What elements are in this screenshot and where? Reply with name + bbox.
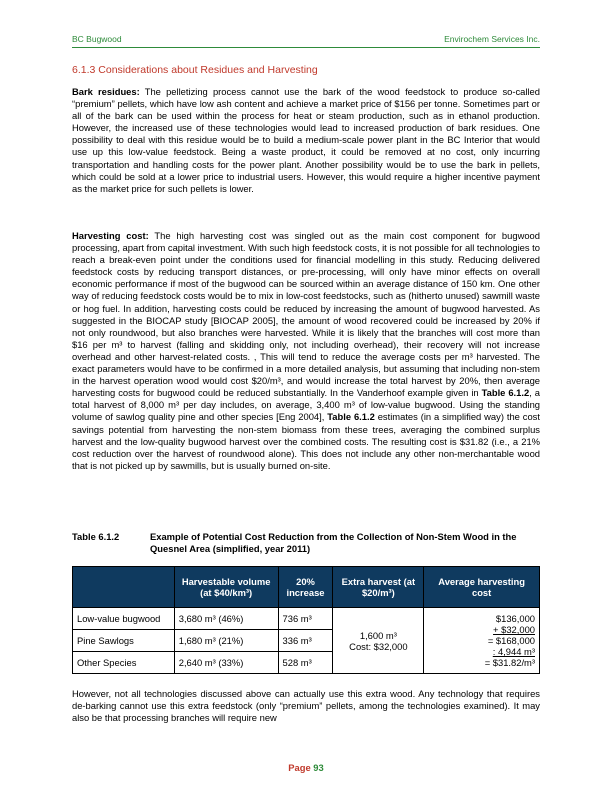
table-cell: Other Species [73,652,175,674]
table-header-cell: Extra harvest (at $20/m³) [333,567,424,608]
table-cell: Low-value bugwood [73,608,175,630]
extra-harvest-volume: 1,600 m³ [359,629,397,641]
page-header [72,33,540,48]
average-cost-line: $136,000 [495,613,535,624]
table-cell: 736 m³ [278,608,333,630]
paragraph-lead: Harvesting cost: [72,230,149,241]
table-row [73,608,540,630]
paragraph-extra-wood: However, not all technologies discussed above can actually use this extra wood. Any technology that requires de-barking cannot use this extra feedstock (only “premium” pellets, among the technologies examined). It may also be that processing branches will require new [72,688,540,724]
table-reference: Table 6.1.2 [481,387,530,399]
page-number: 93 [313,762,324,773]
table-number: Table 6.1.2 [72,531,120,542]
table-cell: 3,680 m³ (46%) [174,608,278,630]
table-title: Example of Potential Cost Reduction from the Collection of Non-Stem Wood in the Quesnel Area (simplified, year 2011) [150,531,517,555]
cost-reduction-table [72,566,540,674]
paragraph-lead: Bark residues: [72,86,140,97]
header-left: BC Bugwood [72,34,122,44]
table-cell: Pine Sawlogs [73,630,175,652]
average-cost-line: : 4,944 m³ [492,646,535,657]
average-cost-line: = $168,000 [487,635,535,646]
paragraph-harvesting-cost [72,230,540,472]
table-header-cell: 20% increase [278,567,333,608]
table-cell: 528 m³ [278,652,333,674]
table-header-cell: Average harvesting cost [424,567,540,608]
table-header-cell [73,567,175,608]
average-cost-line: + $32,000 [493,624,535,635]
paragraph-text: The pelletizing process cannot use the bark of the wood feedstock to produce so-called “premium” pellets, which have low ash content and achieve a market price of $156 per tonne. Sometimes part or all of the bark can be used within the process for heat or steam production, such as in ethanol production. However, the increased use of these technologies would lead to increased production of bark residues. One possibility to deal with this residue would be to build a medium-scale power plant in the BC Interior that would use up this low-value feedstock. Being a waste product, it could be removed at no cost, only incurring transportation and handling costs for the power plant. Another possibility would be to use the bark in pellets, which could be sold at a lower price to industrial users. However, this would require a higher incentive payment as the market price for such pellets is lower. [72,86,540,194]
extra-harvest-cell [333,608,424,674]
paragraph-text: , a total harvest of 8,000 m³ per day includes, on average, 3,400 m³ of low-value bugwood. Using the standing volume of sawlog quality pine and other species [Eng 2004], [72,387,540,423]
page-label: Page [288,762,311,773]
header-right: Envirochem Services Inc. [444,34,540,44]
average-cost-line: = $31.82/m³ [484,657,535,668]
extra-harvest-cost: Cost: $32,000 [349,640,408,652]
table-header-cell: Harvestable volume (at $40/km³) [174,567,278,608]
average-cost-cell [424,608,540,674]
page-footer [0,762,612,773]
table-header-row [73,567,540,608]
table-reference: Table 6.1.2 [327,411,375,423]
table-cell: 2,640 m³ (33%) [174,652,278,674]
paragraph-bark-residues [72,86,540,195]
paragraph-text: The high harvesting cost was singled out as the main cost component for bugwood processing, apart from capital investment. With such high feedstock costs, it is not possible for all technologies to reach a break-even point under the conditions used for financial modelling in this study. Reducing delivered feedstock costs by reducing transport distances, or pre-processing, will only have minor effects on overall economic performance if most of the bugwood can be sourced within an average distance of 150 km. One other way of reducing feedstock costs would be to mix in low-cost feedstocks, such as (hitherto unused) sawmill waste or hog fuel. In addition, harvesting costs could be reduced by increasing the amount of bugwood harvested. As suggested in the BIOCAP study [BIOCAP 2005], the amount of wood recovered could be increased by 20% if not only roundwood, but also branches were harvested. While it is likely that the branches will cost more than $16 per m³ to harvest (falling and skidding only, not including overhead), their recovery will not increase overhead and other harvest-related costs. , This will tend to reduce the average costs per m³ harvested. The exact parameters would have to be confirmed in a more detailed analysis, but assuming that including non-stem in the harvest operation wood would cost $20/m³, and would increase the total harvest by 20%, then average harvesting costs for bugwood could be reduced substantially. In the Vanderhoof example given in [72,230,540,399]
table-cell: 336 m³ [278,630,333,652]
section-title: 6.1.3 Considerations about Residues and Harvesting [72,64,318,76]
table-cell: 1,680 m³ (21%) [174,630,278,652]
paragraph-text: estimates (in a simplified way) the cost savings potential from harvesting the non-stem biomass from these trees, averaging the combined surplus harvest and the low-quality bugwood harvest over the combined costs. The resulting cost is $31.82 (i.e., a 21% cost reduction over the harvest of roundwood alone). This does not include any other non-merchantable wood that is not picked up by sawmills, but is usually burned on-site. [72,411,540,471]
